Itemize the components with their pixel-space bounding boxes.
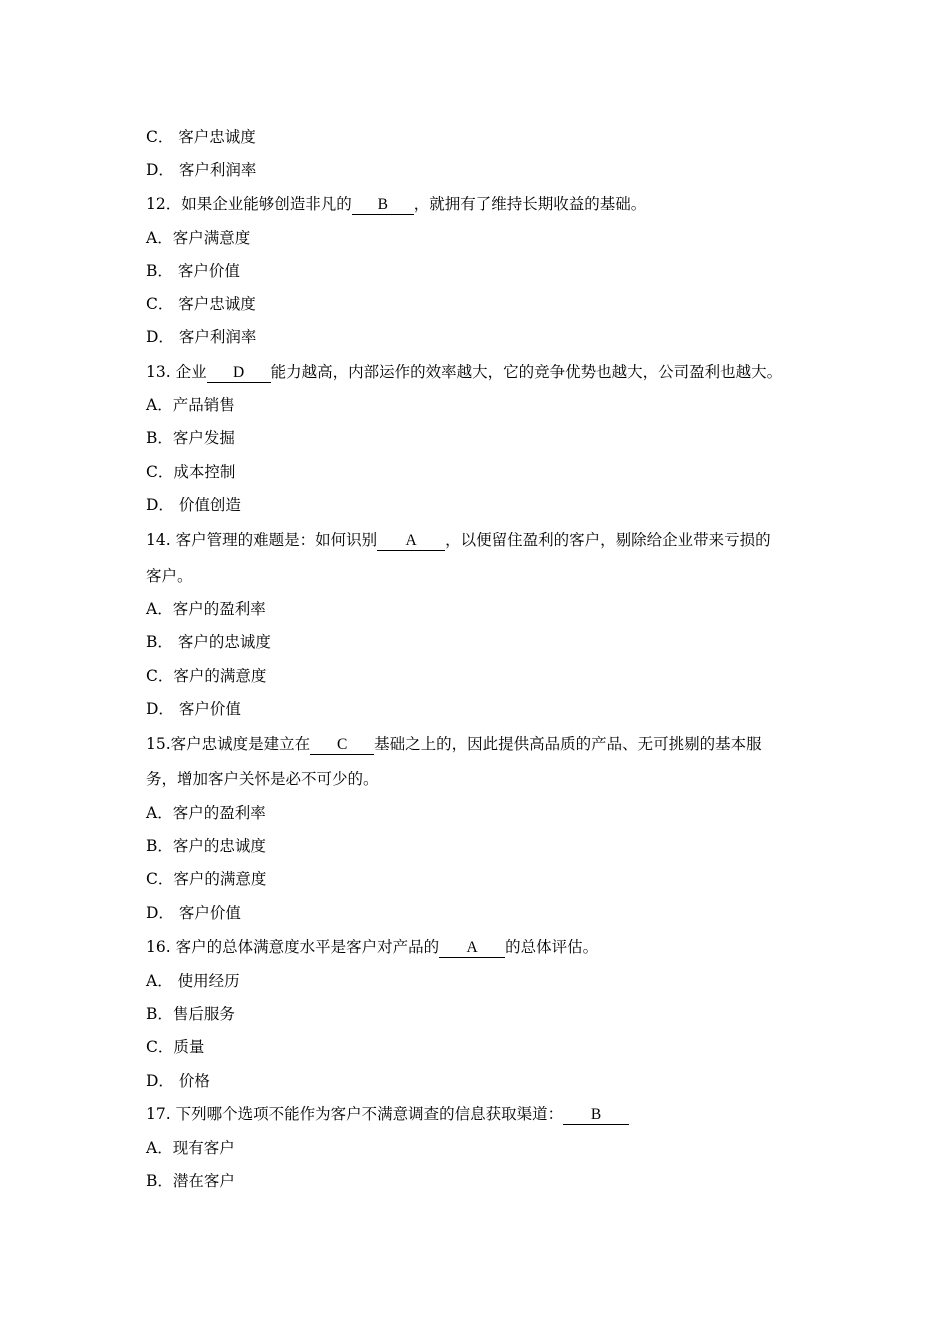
- option-c: C． 客户忠诚度: [146, 128, 256, 146]
- option-b: B． 客户的忠诚度: [146, 633, 271, 651]
- option-d: D． 客户利润率: [146, 161, 257, 179]
- option-c: C． 客户忠诚度: [146, 295, 256, 313]
- option-a: A．客户满意度: [146, 229, 251, 247]
- option-c: C．客户的满意度: [146, 870, 267, 888]
- question-text-end: ，以便留住盈利的客户，剔除给企业带来亏损的: [445, 531, 771, 549]
- option-a: A．产品销售: [146, 396, 235, 414]
- option-c: C．成本控制: [146, 463, 236, 481]
- question-text-end: 的总体评估。: [505, 938, 599, 956]
- answer-blank: A: [439, 939, 505, 958]
- question-13: [146, 362, 826, 383]
- question-15-continued: 务，增加客户关怀是必不可少的。: [146, 770, 379, 788]
- option-b: B．客户发掘: [146, 429, 235, 447]
- question-text: 15.客户忠诚度是建立在: [146, 735, 311, 753]
- question-text: 16. 客户的总体满意度水平是客户对产品的: [146, 938, 440, 956]
- question-15: [146, 734, 826, 755]
- option-a: A．客户的盈利率: [146, 804, 266, 822]
- question-text: 14. 客户管理的难题是：如何识别: [146, 531, 378, 549]
- answer-blank: B: [352, 196, 414, 215]
- option-c: C．客户的满意度: [146, 667, 267, 685]
- question-text-end: 基础之上的，因此提供高品质的产品、无可挑剔的基本服: [374, 735, 762, 753]
- answer-blank: D: [207, 364, 271, 383]
- option-b: B．售后服务: [146, 1005, 235, 1023]
- option-d: D． 价值创造: [146, 496, 241, 514]
- question-17: [146, 1104, 826, 1125]
- option-b: B．客户的忠诚度: [146, 837, 266, 855]
- question-text: 13. 企业: [146, 363, 207, 381]
- question-text: 12．如果企业能够创造非凡的: [146, 195, 352, 213]
- answer-blank: A: [377, 532, 445, 551]
- question-text-end: ，就拥有了维持长期收益的基础。: [413, 195, 647, 213]
- option-d: D． 客户价值: [146, 700, 241, 718]
- option-a: A．客户的盈利率: [146, 600, 266, 618]
- answer-blank: C: [310, 736, 374, 755]
- question-12: [146, 194, 826, 215]
- question-16: [146, 937, 826, 958]
- option-d: D． 客户价值: [146, 904, 241, 922]
- option-a: A．现有客户: [146, 1139, 235, 1157]
- option-b: B． 客户价值: [146, 262, 240, 280]
- question-text-end: 能力越高，内部运作的效率越大，它的竞争优势也越大，公司盈利也越大。: [270, 363, 783, 381]
- option-c: C．质量: [146, 1038, 205, 1056]
- answer-blank: B: [563, 1106, 629, 1125]
- option-d: D． 价格: [146, 1072, 210, 1090]
- option-b: B．潜在客户: [146, 1172, 235, 1190]
- option-d: D． 客户利润率: [146, 328, 257, 346]
- question-text: 17. 下列哪个选项不能作为客户不满意调查的信息获取渠道：: [146, 1105, 564, 1123]
- question-14: [146, 530, 826, 551]
- question-14-continued: 客户。: [146, 567, 193, 585]
- option-a: A． 使用经历: [146, 972, 240, 990]
